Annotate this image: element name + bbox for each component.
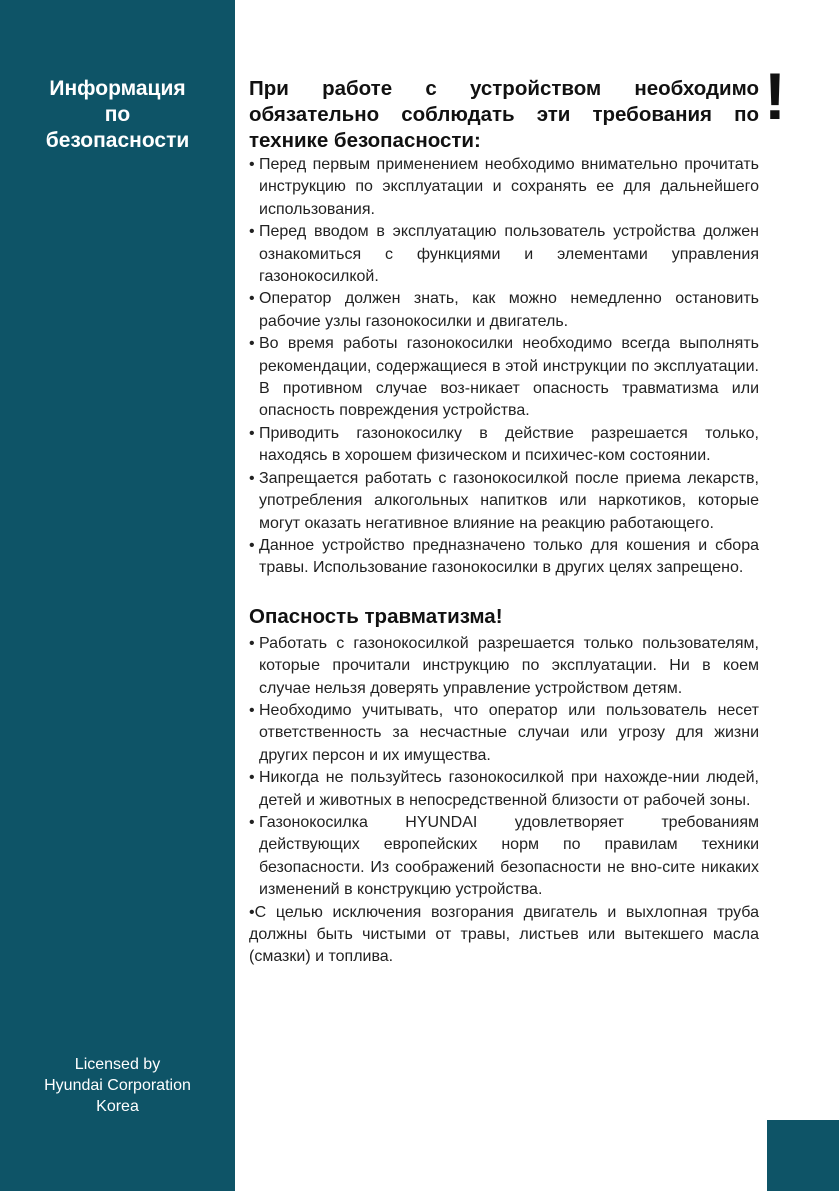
list-item: • Перед вводом в эксплуатацию пользователь устройства должен ознакомиться с функциями и элементами управления газонокосилкой.: [249, 221, 759, 288]
section-heading-safety: При работе с устройством необходимо обязательно соблюдать эти требования по технике безопасности:: [249, 77, 759, 152]
list-item: • Газонокосилка HYUNDAI удовлетворяет требованиям действующих европейских норм по правилам техники безопасности. Из соображений безопасности не вно-сите никаких изменений в конструкцию устройства.: [249, 812, 759, 902]
list-item: • Перед первым применением необходимо внимательно прочитать инструкцию по эксплуатации и сохранять ее для дальнейшего использования.: [249, 154, 759, 221]
license-line: Korea: [96, 1098, 139, 1115]
sidebar-title-line: безопасности: [45, 129, 190, 152]
list-item: • Данное устройство предназначено только для кошения и сбора травы. Использование газонокосилки в других целях запрещено.: [249, 535, 759, 580]
sidebar-title: [0, 76, 235, 154]
list-item: • Приводить газонокосилку в действие разрешается только, находясь в хорошем физическом и психичес-ком состоянии.: [249, 423, 759, 468]
exclamation-icon: !: [764, 59, 786, 133]
list-item: • Во время работы газонокосилки необходимо всегда выполнять рекомендации, содержащиеся в этой инструкции по эксплуатации. В противном случае воз-никает опасность травматизма или опасность повреждения устройства.: [249, 333, 759, 423]
section-heading-injury: Опасность травматизма!: [249, 604, 503, 628]
license-note: [0, 1054, 235, 1117]
license-line: Hyundai Corporation: [44, 1077, 191, 1094]
main-content: [249, 76, 759, 969]
list-item: •С целью исключения возгорания двигатель и выхлопная труба должны быть чистыми от травы, листьев или вытекшего масла (смазки) и топлива.: [249, 903, 759, 966]
sidebar: [0, 0, 235, 1191]
list-item: • Никогда не пользуйтесь газонокосилкой при нахожде-нии людей, детей и животных в непосредственной близости от рабочей зоны.: [249, 767, 759, 812]
sidebar-title-line: Информация: [49, 77, 186, 100]
list-item: • Необходимо учитывать, что оператор или пользователь несет ответственность за несчастные случаи или угрозу для жизни других персон и их имущества.: [249, 700, 759, 767]
list-item: • Работать с газонокосилкой разрешается только пользователям, которые прочитали инструкцию по эксплуатации. Ни в коем случае нельзя доверять управление устройством детям.: [249, 633, 759, 700]
safety-rules-list: [249, 154, 759, 580]
license-line: Licensed by: [74, 1056, 161, 1073]
list-item: • Оператор должен знать, как можно немедленно остановить рабочие узлы газонокосилки и двигатель.: [249, 288, 759, 333]
list-item: • Запрещается работать с газонокосилкой после приема лекарств, употребления алкогольных напитков или наркотиков, которые могут оказать негативное влияние на реакцию работающего.: [249, 468, 759, 535]
corner-block: [767, 1120, 839, 1191]
injury-rules-list: [249, 633, 759, 969]
sidebar-title-line: по: [104, 103, 131, 126]
